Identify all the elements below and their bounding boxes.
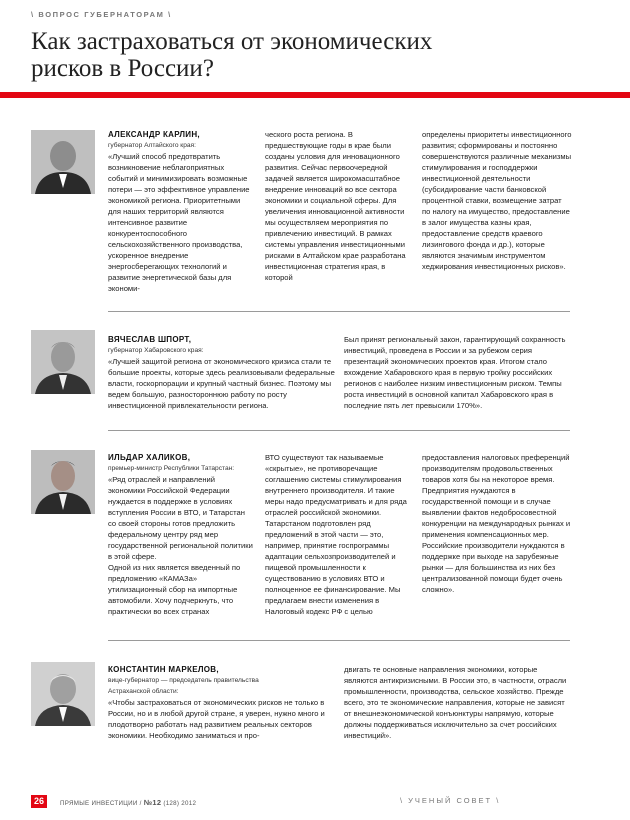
entry-khalikov-col2 <box>265 452 408 617</box>
entry-khalikov-col1 <box>108 452 254 617</box>
entry-shport-col2 <box>344 334 572 411</box>
person-name: ВЯЧЕСЛАВ ШПОРТ, <box>108 335 192 344</box>
quote-text: Был принят региональный закон, гарантирующий сохранность инвестиций, проведена в России и за рубежом серия презентаций экономических проектов края. Итогом стало вхождение Хабаровского края в первую тройку российских регионов с наиболее низким инвестиционным риском. Темпы роста инвестиций в основной капитал Хабаровского края в последние пять лет превысили 170%». <box>344 335 566 410</box>
separator <box>108 430 570 431</box>
quote-text: Одной из них является введенный по предложению «КАМАЗа» утилизационный сбор на импортные автомобили. Хочу подчеркнуть, что практически во всех странах <box>108 563 241 616</box>
person-name: КОНСТАНТИН МАРКЕЛОВ, <box>108 665 219 674</box>
separator <box>108 311 570 312</box>
footer-rubric: \ УЧЕНЫЙ СОВЕТ \ <box>400 796 501 805</box>
quote-text: ческого роста региона. В предшествующие годы в крае были созданы условия для инновационного развития. Сейчас первоочередной задачей является широкомасштабное внедрение инноваций во все сектора экономики и социальной сферы. Для увеличения инновационной активности мы осуществляем мероприятия по привлечению инвестиций. В рамках системы управления инвестиционными рисками в Алтайском крае разработана инвестиционная стратегия края, в которой <box>265 130 406 282</box>
quote-text: двигать те основные направления экономики, которые являются антикризисными. В России это, в частности, отрасли промышленности, производства, сельское хозяйство. Прежде всего, это те экономические направления, которые не зависят от внешнеэкономической конъюнктуры напрямую, которые должны поддерживаться исключительно за счет российских инвестиций». <box>344 665 567 740</box>
portrait-markelov <box>31 662 95 726</box>
separator <box>108 640 570 641</box>
quote-text: определены приоритеты инвестиционного развития; сформированы и постоянно совершенствуются различные механизмы стимулирования и господдержки инвестиционной деятельности (субсидирование части банковской процентной ставки, возмещение затрат по налогу на имущество, предоставление в залог имущества казны края, предоставление средств краевого лизингового фонда и др.), которые являются значимым инструментом хеджирования инвестиционных рисков». <box>422 130 572 271</box>
person-name: ИЛЬДАР ХАЛИКОВ, <box>108 453 191 462</box>
portrait-karlin <box>31 130 95 194</box>
quote-text: ВТО существуют так называемые «скрытые», не противоречащие соглашению системы стимулирования внутреннего производителя. И такие меры надо предусматривать и для ряда отраслей российской экономики. Татарстаном подготовлен ряд предложений в этой части — это, например, принятие госпрограммы адаптации сельхозпроизводителей и пищевой промышленности к существованию в условиях ВТО и полноценное ее финансирование. Мы предлагаем внести изменения в Налоговый кодекс РФ с целью <box>265 453 407 616</box>
quote-text: предоставления налоговых преференций производителям продовольственных товаров хотя бы на некоторое время. <box>422 453 570 484</box>
entry-markelov-col1 <box>108 664 336 741</box>
portrait-shport <box>31 330 95 394</box>
person-name: АЛЕКСАНДР КАРЛИН, <box>108 130 200 139</box>
person-title: губернатор Хабаровского края: <box>108 347 204 354</box>
page-title-line-1: Как застраховаться от экономических <box>31 28 433 55</box>
entry-karlin-col3 <box>422 129 572 272</box>
quote-text: Предприятия нуждаются в государственной помощи и в случае выявлении фактов недобросовестной конкуренции на международных рынках и применения компенсационных мер. Российские производители нуждаются в поддержке при выходе на зарубежные рынки — для большинства из них без централизованной помощи будет очень сложно». <box>422 486 571 594</box>
quote-text: «Ряд отраслей и направлений экономики Российской Федерации нуждается в поддержке в условиях вступления России в ВТО, и Татарстан со своей стороны готов предложить федеральному центру ряд мер государственной региональной политики в этой сфере. <box>108 475 253 561</box>
page-title-line-2: рисков в России? <box>31 55 214 82</box>
entry-khalikov-col3 <box>422 452 572 595</box>
portrait-khalikov <box>31 450 95 514</box>
issue-number: №12 <box>143 798 162 807</box>
magazine-name <box>60 798 196 807</box>
page-number: 26 <box>31 795 47 808</box>
quote-text: «Чтобы застраховаться от экономических рисков не только в России, но и в любой другой стране, я уверен, нужно много и плодотворно работать над развитием реальных секторов экономики. Необходимо заниматься и про- <box>108 698 325 740</box>
entry-shport-col1 <box>108 334 338 411</box>
page-title <box>31 28 591 82</box>
red-divider-bar <box>0 92 630 98</box>
quote-text: «Лучший способ предотвратить возникновение неблагоприятных событий и минимизировать возможные потери — это эффективное управление экономикой региона. Приоритетными для наших территорий являются интенсивное развитие конкурентоспособного сельскохозяйственного производства, ускоренное внедрение энергосберегающих технологий и развитие энергетической базы для экономи- <box>108 152 250 293</box>
magazine-title: ПРЯМЫЕ ИНВЕСТИЦИИ / <box>60 800 142 807</box>
entry-karlin-col2 <box>265 129 408 283</box>
person-title: вице-губернатор — председатель правительства Астраханской области: <box>108 677 259 695</box>
quote-text: «Лучшей защитой региона от экономического кризиса стали те большие проекты, которые здесь реализовывали федеральные власти, госкорпорации и крупный частный бизнес. Поэтому мы ведем большую, разностороннюю работу по росту инвестиционной привлекательности региона. <box>108 357 335 410</box>
person-title: премьер-министр Республики Татарстан: <box>108 465 235 472</box>
person-title: губернатор Алтайского края: <box>108 142 196 149</box>
section-rubric: \ ВОПРОС ГУБЕРНАТОРАМ \ <box>31 10 172 19</box>
entry-karlin-col1 <box>108 129 254 294</box>
issue-date: (128) 2012 <box>163 800 197 807</box>
entry-markelov-col2 <box>344 664 572 741</box>
